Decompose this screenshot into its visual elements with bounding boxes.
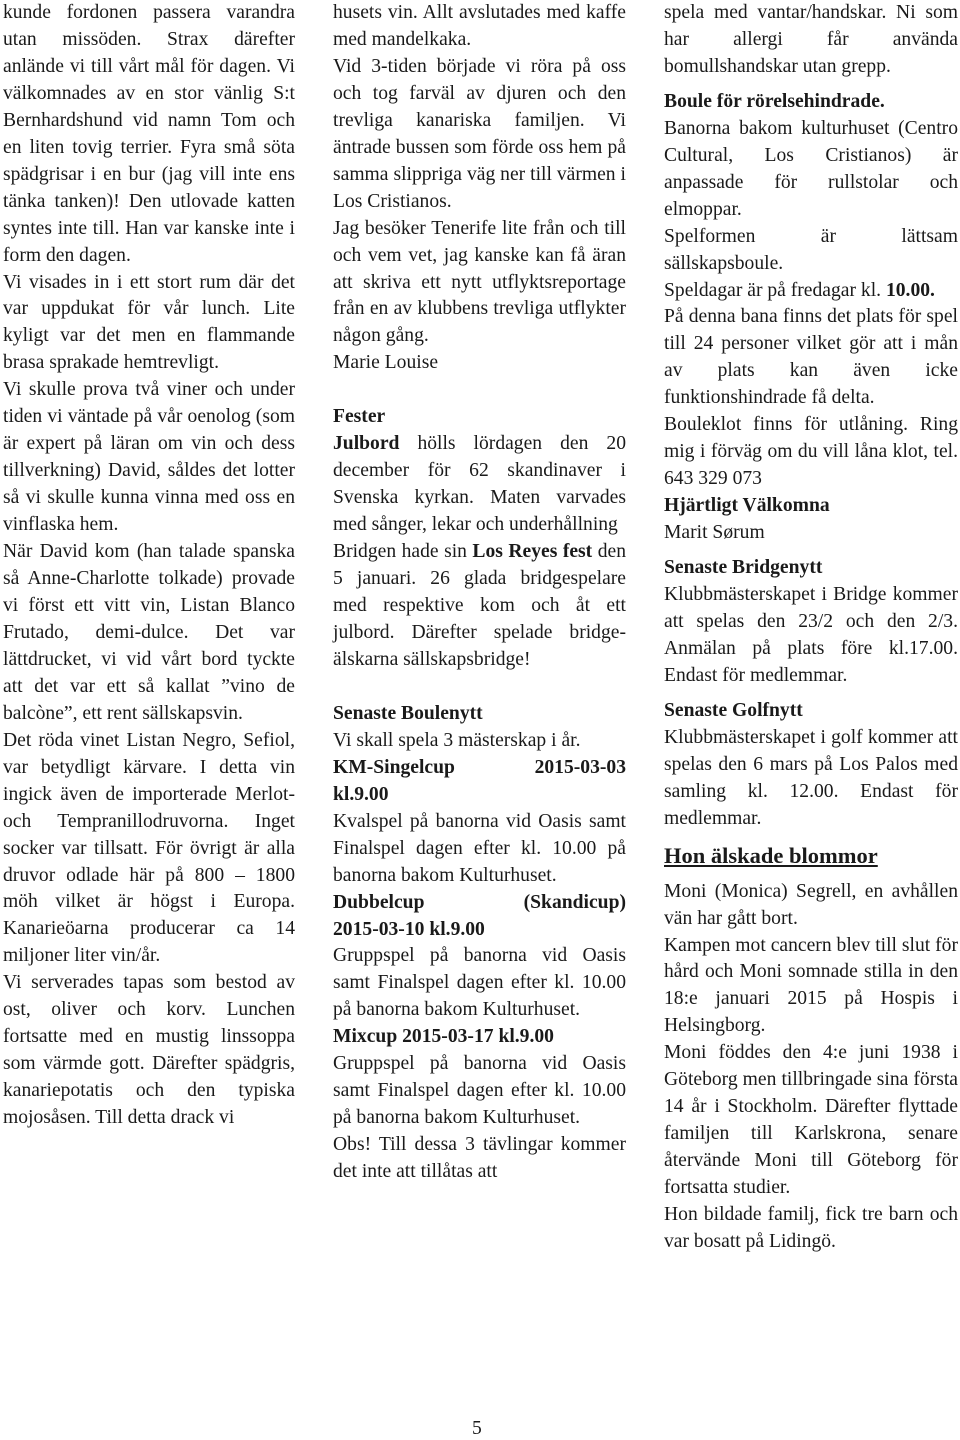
dubbelcup-heading: Dubbelcup (Skandicup) [333, 891, 626, 913]
paragraph-dubbelcup: Gruppspel på banorna vid Oasis samt Finalspel dagen efter kl. 10.00 på banorna bakom Kulturhuset. [333, 945, 626, 1021]
spacer [664, 547, 958, 555]
paragraph-boule-capacity: På denna bana finns det plats för spel till 24 personer vilket gör att i mån av plats kan även icke funktionshindrade få delta. [664, 306, 958, 409]
paragraph-obit-intro: Moni (Monica) Segrell, en avhållen vän har gått bort. [664, 880, 958, 929]
heading-bridgenytt: Senaste Bridgenytt [664, 557, 823, 579]
paragraph-obs: Obs! Till dessa 3 tävlingar kommer det inte att tillåtas att [333, 1134, 626, 1183]
spacer [664, 833, 958, 841]
paragraph-boule-courts: Banorna bakom kulturhuset (Centro Cultural, Los Cristianos) är anpassade för rullstolar och elmoppar. [664, 117, 958, 220]
km-singelcup-time: kl.9.00 [333, 783, 389, 805]
spacer [664, 871, 958, 879]
author-signature: Marie Louise [333, 352, 439, 374]
paragraph-bridge-fest: Bridgen hade sin Los Reyes fest den 5 januari. 26 glada bridgespelare med respektive kom och åt ett julbord. Därefter spelade bridge-älskarna sällskapsbridge! [333, 541, 626, 670]
paragraph-obit-illness: Kampen mot cancern blev till slut för hård och Moni somnade stilla in den 18:e januari 2015 på Hospis i Helsingborg. [664, 934, 958, 1037]
heading-obituary: Hon älskade blommor [664, 842, 878, 868]
paragraph-obit-family: Hon bildade familj, fick tre barn och var bosatt på Lidingö. [664, 1204, 958, 1252]
spacer [333, 377, 626, 404]
paragraph-boule-days: Speldagar är på fredagar kl. 10.00. [664, 279, 935, 301]
article-column-middle [333, 0, 626, 1186]
author-signature: Marit Sørum [664, 522, 765, 544]
paragraph-tapas: Vi serverades tapas som bestod av ost, oliver och korv. Lunchen fortsatte med en mustig linssoppa som värmde gott. Därefter spädgris, kanariepotatis och den typiska mojosåsen. Till detta drack vi [3, 972, 295, 1129]
paragraph-julbord: Julbord hölls lördagen den 20 december för 62 skandinaver i Svenska kyrkan. Maten varvades med sånger, lekar och underhållning [333, 433, 626, 536]
paragraph-gloves: spela med vantar/handskar. Ni som har allergi får använda bomullshandskar utan grepp. [664, 2, 958, 77]
paragraph-wine-intro: Vi skulle prova två viner och under tiden vi väntade på vår oenolog (som är expert på läran om vin och dess tillverkning) David, såldes det lotter så vi skulle kunna vinna med oss en vinflaska hem. [3, 379, 295, 536]
paragraph-mixcup: Gruppspel på banorna vid Oasis samt Finalspel dagen efter kl. 10.00 på banorna bakom Kulturhuset. [333, 1053, 626, 1129]
spacer [664, 690, 958, 698]
heading-boule-disabled: Boule för rörelsehindrade. [664, 90, 885, 112]
paragraph-boule-format: Spelformen är lättsam sällskapsboule. [664, 225, 958, 274]
paragraph-farewell: Vid 3-tiden började vi röra på oss och tog farväl av djuren och den trevliga kanariska familjen. Vi äntrade bussen som förde oss hem på samma slippriga väg ner till värmen i Los Cristianos. [333, 55, 626, 212]
article-column-left [3, 0, 295, 1132]
km-singelcup-heading: KM-Singelcup 2015-03-03 [333, 756, 626, 778]
paragraph-arrival: kunde fordonen passera varandra utan missöden. Strax därefter anlände vi till vårt mål för dagen. Vi välkomnades av en stor vänlig S:t Bernhardshund vid namn Tom och en liten tovig terrier. Fyra små söta spädgrisar i en bur (jag vill inte ens tänka tanken)! Den utlovade katten syntes inte till. Han var kanske inte i form den dagen. [3, 2, 295, 266]
paragraph-km-singelcup: Kvalspel på banorna vid Oasis samt Finalspel dagen efter kl. 10.00 på banorna bakom Kulturhuset. [333, 810, 626, 886]
dubbelcup-date: 2015-03-10 kl.9.00 [333, 918, 485, 940]
paragraph-red-wine: Det röda vinet Listan Negro, Sefiol, var betydligt kärvare. I detta vin ingick även de importerade Merlot- och Tempranillodruvorna. Inget socker var tillsatt. För övrigt är alla druvor odlade här på 800 – 1800 möh vilket är högst i Europa. Kanarieöarna producerar ca 14 miljoner liter vin/år. [3, 729, 295, 967]
mixcup-heading: Mixcup 2015-03-17 kl.9.00 [333, 1026, 554, 1048]
paragraph-golf: Klubbmästerskapet i golf kommer att spelas den 6 mars på Los Palos med samling kl. 12.00. Endast för medlemmar. [664, 726, 958, 829]
page-number: 5 [472, 1418, 482, 1439]
heading-fester: Fester [333, 406, 386, 428]
heading-boulenytt: Senaste Boulenytt [333, 702, 483, 724]
paragraph-closing: Jag besöker Tenerife lite från och till och vem vet, jag kanske kan få äran att skriva ett nytt utflyktsreportage från en av klubbens trevliga utflykter någon gång. [333, 217, 626, 347]
paragraph-boule-loan: Bouleklot finns för utlåning. Ring mig i förväg om du vill låna klot, tel. 643 329 073 [664, 414, 958, 490]
paragraph-lunch-room: Vi visades in i ett stort rum där det var uppdukat för vår lunch. Lite kyligt var det men en flammande brasa sprakade hemtrevligt. [3, 271, 295, 374]
spacer [333, 674, 626, 701]
welcome-line: Hjärtligt Välkomna [664, 495, 830, 517]
paragraph-coffee: husets vin. Allt avslutades med kaffe med mandelkaka. [333, 2, 626, 50]
heading-golfnytt: Senaste Golfnytt [664, 699, 803, 721]
paragraph-white-wine: När David kom (han talade spanska så Anne-Charlotte tolkade) provade vi först ett vitt vin, Listan Blanco Frutado, demi-dulce. Det var lättdrucket, vi vid vårt bord tyckte att det var ett så kallat ”vino de balcòne”, ett rent sällskapsvin. [3, 541, 295, 724]
paragraph-bridge: Klubbmästerskapet i Bridge kommer att spelas den 23/2 och den 2/3. Anmälan på plats före kl.17.00. Endast för medlemmar. [664, 584, 958, 686]
paragraph-boule-intro: Vi skall spela 3 mästerskap i år. [333, 729, 581, 751]
paragraph-obit-life: Moni föddes den 4:e juni 1938 i Göteborg men tillbringade sina första 14 år i Stockholm. Därefter flyttade familjen till Karlskrona, senare återvände Moni till Göteborg för fortsatta studier. [664, 1042, 958, 1199]
spacer [664, 81, 958, 89]
article-column-right [664, 0, 958, 1256]
